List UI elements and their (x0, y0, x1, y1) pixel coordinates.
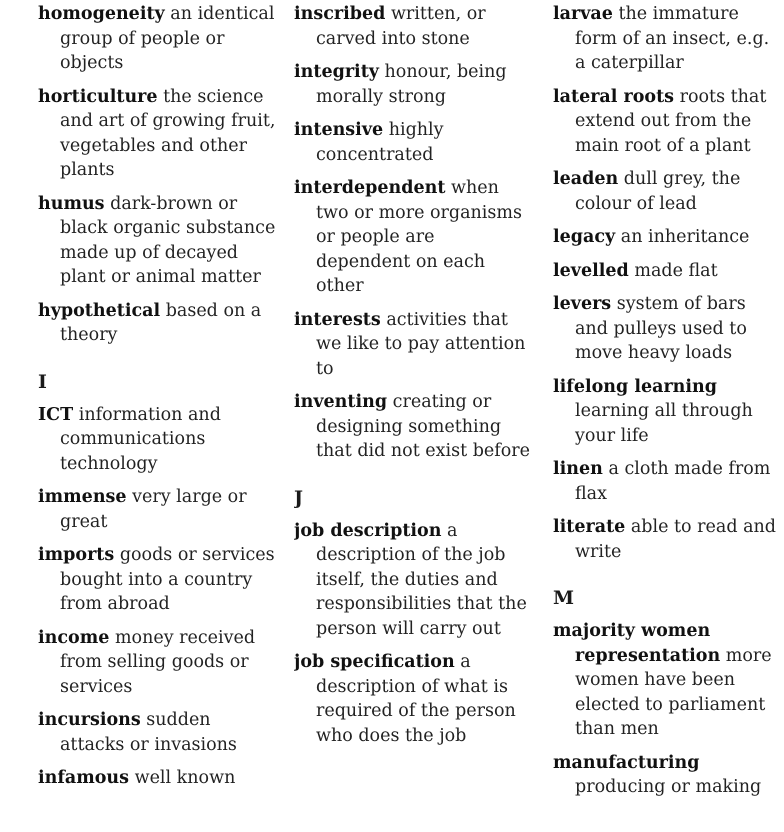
glossary-definition: very large or great (60, 487, 247, 532)
glossary-term: humus (38, 193, 105, 214)
glossary-definition: money received from selling goods or services (60, 627, 256, 697)
glossary-term: homogeneity (38, 4, 165, 24)
glossary-definition: dark-brown or black organic substance made up of decayed plant or animal matter (60, 193, 276, 287)
glossary-entry (553, 292, 784, 366)
glossary-entry (553, 259, 784, 284)
glossary-entry (38, 299, 276, 348)
glossary-term: income (38, 627, 110, 648)
glossary-entry (38, 485, 276, 534)
glossary-entry (294, 308, 532, 382)
glossary-term: inscribed (294, 4, 386, 24)
glossary-entry (294, 519, 532, 642)
glossary-definition: honour, being morally strong (316, 62, 507, 107)
glossary-definition: information and communications technology (60, 404, 221, 474)
glossary-term: imports (38, 545, 115, 565)
glossary-entry (38, 626, 276, 700)
glossary-definition: the science and art of growing fruit, vegetables and other plants (60, 86, 276, 180)
glossary-column-3 (553, 0, 784, 832)
glossary-term: job description (294, 520, 442, 541)
glossary-term: majority women representation (553, 621, 721, 666)
glossary-entry (553, 619, 784, 742)
glossary-entry (553, 751, 784, 800)
glossary-entry (294, 60, 532, 109)
glossary-definition: based on a theory (60, 300, 262, 345)
glossary-definition: well known (134, 768, 236, 788)
glossary-entry (294, 390, 532, 464)
glossary-term: manufacturing (553, 752, 700, 773)
glossary-term: inventing (294, 392, 388, 412)
glossary-definition: written, or carved into stone (316, 4, 486, 49)
glossary-definition: learning all through your life (575, 401, 753, 446)
glossary-definition: roots that extend out from the main root of a plant (575, 86, 767, 156)
glossary-entry (294, 118, 532, 167)
glossary-term: lateral roots (553, 86, 675, 107)
glossary-entry (553, 457, 784, 506)
glossary-entry (38, 2, 276, 76)
glossary-entry (553, 225, 784, 250)
glossary-definition: a description of the job itself, the duties and responsibilities that the person will carry out (316, 520, 527, 639)
glossary-term: levers (553, 294, 612, 314)
glossary-definition: goods or services bought into a country from abroad (60, 545, 275, 614)
glossary-entry (553, 85, 784, 159)
glossary-definition: more women have been elected to parliament than men (575, 645, 772, 739)
glossary-definition: activities that we like to pay attention to (316, 309, 526, 379)
glossary-definition: when two or more organisms or people are dependent on each other (316, 178, 522, 296)
glossary-definition: made flat (634, 260, 718, 281)
glossary-term: lifelong learning (553, 376, 718, 397)
section-letter-heading: J (294, 486, 303, 509)
glossary-entry (553, 167, 784, 216)
glossary-definition: dull grey, the colour of lead (575, 169, 741, 214)
glossary-definition: highly concentrated (316, 120, 444, 165)
glossary-term: intensive (294, 120, 384, 140)
glossary-definition: able to read and write (575, 517, 776, 562)
glossary-entry (38, 403, 276, 477)
glossary-term: legacy (553, 227, 616, 247)
glossary-term: linen (553, 459, 603, 479)
glossary-column-2 (294, 0, 532, 832)
glossary-entry (38, 192, 276, 290)
glossary-term: job specification (294, 652, 455, 672)
glossary-entry (553, 515, 784, 564)
glossary-entry (553, 2, 784, 76)
glossary-definition: creating or designing something that did not exist before (316, 392, 530, 461)
glossary-entry (38, 766, 276, 791)
glossary-column-1 (38, 0, 276, 832)
glossary-term: levelled (553, 260, 629, 281)
glossary-term: ICT (38, 404, 74, 425)
glossary-entry (38, 543, 276, 617)
glossary-definition: sudden attacks or invasions (60, 710, 237, 755)
glossary-entry (294, 176, 532, 299)
glossary-entry (294, 650, 532, 748)
glossary-definition: a cloth made from flax (575, 459, 771, 504)
glossary-term: horticulture (38, 86, 158, 107)
glossary-entry (38, 85, 276, 183)
glossary-entry (38, 708, 276, 757)
section-letter-heading: I (38, 370, 47, 393)
section-letter-heading: M (553, 587, 575, 609)
glossary-term: leaden (553, 169, 619, 189)
glossary-term: interests (294, 309, 381, 330)
glossary-term: integrity (294, 62, 379, 82)
glossary-definition: an inheritance (620, 227, 750, 247)
glossary-definition: a description of what is required of the person who does the job (316, 652, 516, 746)
glossary-term: hypothetical (38, 300, 161, 321)
glossary-definition: producing or making (575, 777, 762, 797)
glossary-entry (553, 375, 784, 449)
glossary-definition: the immature form of an insect, e.g. a caterpillar (575, 4, 770, 73)
glossary-term: immense (38, 487, 127, 507)
glossary-definition: system of bars and pulleys used to move heavy loads (575, 294, 747, 363)
glossary-term: interdependent (294, 178, 446, 198)
glossary-entry (294, 2, 532, 51)
glossary-term: larvae (553, 4, 613, 24)
glossary-term: literate (553, 517, 626, 537)
glossary-term: infamous (38, 768, 130, 788)
glossary-term: incursions (38, 710, 141, 730)
glossary-definition: an identical group of people or objects (60, 4, 275, 73)
